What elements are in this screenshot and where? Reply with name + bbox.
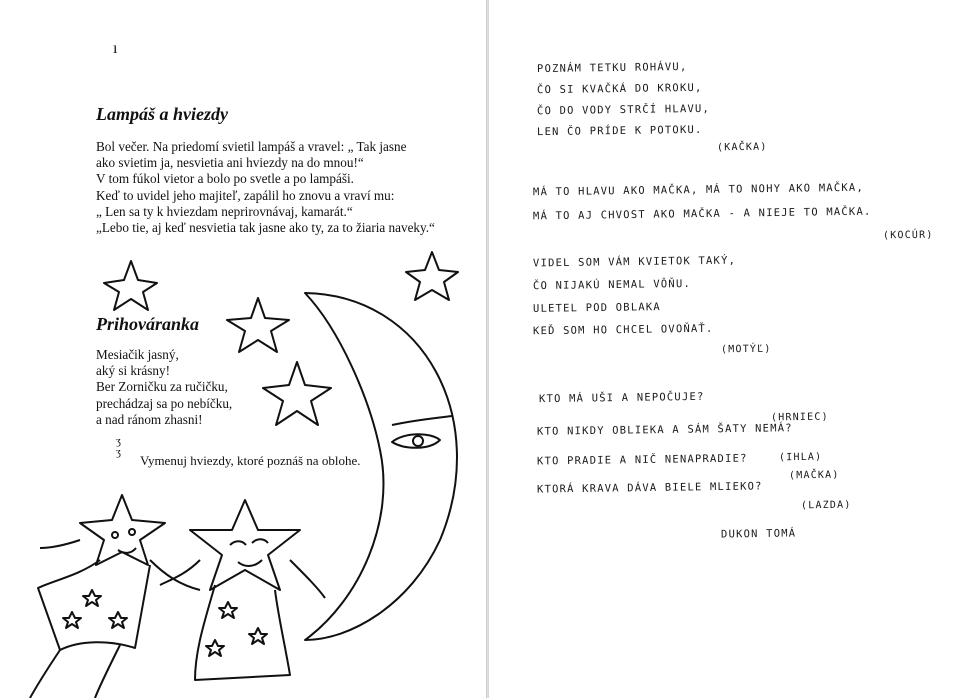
poem2-line: a nad ránom zhasni!: [96, 411, 203, 427]
poem1-line: V tom fúkol vietor a bolo po svetle a po lampáši.: [96, 171, 354, 187]
dress-star-icon: [219, 602, 237, 618]
riddle4-line: KTO PRADIE A NIČ NENAPRADIE?: [536, 452, 748, 468]
riddle1-line: POZNÁM TETKU ROHÁVU,: [536, 60, 688, 76]
poem1-line: Bol večer. Na priedomí svietil lampáš a vravel: „ Tak jasne: [96, 139, 407, 154]
star-character-mouth: [118, 548, 136, 553]
poem1-line: „Lebo tie, aj keď nesvietia tak jasne ako ty, za to žiaria naveky.“: [96, 220, 435, 236]
star-drawing: [104, 261, 157, 310]
riddle1-line: ČO DO VODY STRČÍ HLAVU,: [536, 102, 711, 118]
star-character-mouth: [238, 560, 262, 566]
dress-star-icon: [63, 612, 81, 628]
poem1-line: „ Len sa ty k hviezdam neprirovnávaj, kamarát.“: [96, 203, 353, 219]
star-character-legs: [30, 645, 120, 698]
star-drawing: [227, 298, 289, 352]
moon-pupil: [413, 436, 423, 446]
dress-star-icon: [249, 628, 267, 644]
riddle4-answer: (LAZDA): [800, 499, 852, 512]
riddle4-line: KTO MÁ UŠI A NEPOČUJE?: [538, 390, 705, 406]
riddle4-answer: (MAČKA): [788, 469, 840, 482]
corner-mark: ı: [113, 40, 118, 57]
signature: DUKON TOMÁ: [720, 527, 797, 541]
star-character-body: [195, 585, 290, 680]
riddle3-line: KEĎ SOM HO CHCEL OVOŇAŤ.: [532, 322, 714, 338]
task-marker-icon: ʒ ʒ: [116, 435, 121, 458]
star-character-eye: [252, 539, 268, 543]
star-character-body: [38, 560, 150, 650]
riddle3-answer: (MOTÝĽ): [720, 343, 772, 356]
riddle4-line: KTO NIKDY OBLIEKA A SÁM ŠATY NEMÁ?: [536, 422, 793, 438]
star-drawing: [406, 252, 458, 300]
star-character-drawing: [80, 495, 165, 565]
riddle3-line: ULETEL POD OBLAKA: [532, 301, 661, 315]
riddle2-line: MÁ TO HLAVU AKO MAČKA, MÁ TO NOHY AKO MAČKA,: [532, 181, 865, 199]
riddle1-line: LEN ČO PRÍDE K POTOKU.: [536, 123, 703, 139]
poem2-line: Ber Zorničku za ručičku,: [96, 379, 228, 395]
right-page: [489, 0, 960, 698]
poem2-line: Mesiačik jasný,: [96, 347, 179, 362]
star-character-arm: [290, 560, 325, 598]
riddle1-answer: (KAČKA): [716, 141, 768, 154]
star-character-eye: [129, 529, 135, 535]
poem2-line: aký si krásny!: [96, 363, 170, 379]
riddle3-line: VIDEL SOM VÁM KVIETOK TAKÝ,: [532, 254, 737, 270]
poem2-line: prechádzaj sa po nebíčku,: [96, 395, 233, 411]
riddle2-line: MÁ TO AJ CHVOST AKO MAČKA - A NIEJE TO MAČKA.: [532, 205, 872, 223]
dress-star-icon: [206, 640, 224, 656]
moon-eyebrow: [392, 416, 452, 425]
star-character-eye: [230, 541, 246, 545]
riddle3-line: ČO NIJAKÚ NEMAL VÔŇU.: [532, 277, 692, 293]
riddle2-answer: (KOCÚR): [882, 229, 934, 242]
poem1-line: ako svietim ja, nesvietia ani hviezdy na do mnou!“: [96, 155, 364, 171]
riddle4-line: KTORÁ KRAVA DÁVA BIELE MLIEKO?: [536, 480, 763, 496]
dress-star-icon: [109, 612, 127, 628]
riddle4-answer: (HRNIEC): [770, 411, 829, 424]
star-character-arm: [40, 540, 80, 548]
dress-star-icon: [83, 590, 101, 606]
poem2-title: Prihováranka: [96, 314, 200, 334]
poem2-text: [96, 347, 232, 428]
poem1-line: Keď to uvidel jeho majiteľ, zapálil ho znovu a vraví mu:: [96, 187, 395, 203]
poem1-title: Lampáš a hviezdy: [96, 104, 228, 124]
star-character-arm: [150, 560, 200, 590]
riddle1-line: ČO SI KVAČKÁ DO KROKU,: [536, 81, 703, 97]
star-character-eye: [112, 532, 118, 538]
star-character-arm: [160, 560, 200, 585]
star-drawing: [263, 362, 331, 425]
riddle4-answer: (IHLA): [778, 451, 823, 464]
task-instruction: Vymenuj hviezdy, ktoré poznáš na oblohe.: [140, 453, 361, 468]
